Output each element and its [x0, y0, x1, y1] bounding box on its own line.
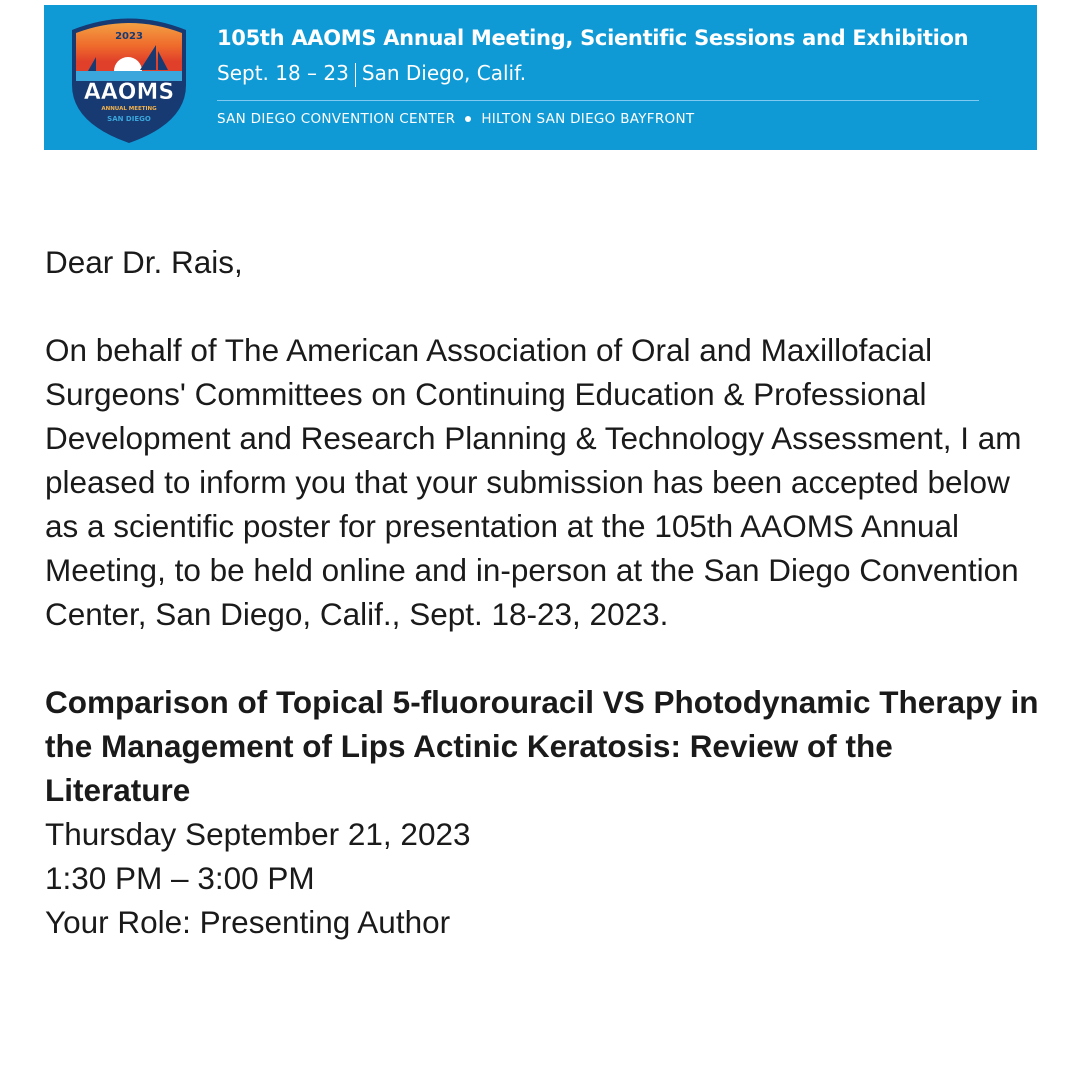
svg-text:AAOMS: AAOMS — [83, 80, 175, 105]
session-date: Thursday September 21, 2023 — [45, 816, 471, 852]
meeting-city: San Diego, Calif. — [361, 61, 527, 85]
letter-body — [45, 240, 1045, 944]
venue-2: HILTON SAN DIEGO BAYFRONT — [481, 111, 695, 127]
meeting-title: 105th AAOMS Annual Meeting, Scientific Sessions and Exhibition — [217, 26, 969, 50]
svg-text:SAN DIEGO: SAN DIEGO — [107, 115, 151, 123]
svg-text:2023: 2023 — [115, 31, 143, 42]
separator — [355, 63, 356, 87]
salutation: Dear Dr. Rais, — [45, 244, 243, 280]
aaoms-logo — [68, 15, 190, 143]
meeting-venues — [217, 111, 694, 127]
divider — [217, 100, 979, 101]
bullet-icon — [465, 116, 471, 122]
meeting-dates: Sept. 18 – 23 — [217, 61, 349, 85]
author-role: Your Role: Presenting Author — [45, 904, 451, 940]
venue-1: SAN DIEGO CONVENTION CENTER — [217, 111, 456, 127]
session-time: 1:30 PM – 3:00 PM — [45, 860, 315, 896]
acceptance-paragraph: On behalf of The American Association of Oral and Maxillofacial Surgeons' Committees on Continuing Education & Professional Development and Research Planning & Technology Assessment, I am pleased to inform you that your submission has been accepted below as a scientific poster for presentation at the 105th AAOMS Annual Meeting, to be held online and in-person at the San Diego Convention Center, San Diego, Calif., Sept. 18-23, 2023. — [45, 332, 1022, 632]
svg-text:ANNUAL MEETING: ANNUAL MEETING — [101, 106, 157, 112]
submission-title: Comparison of Topical 5-fluorouracil VS Photodynamic Therapy in the Management of Lips Actinic Keratosis: Review of the Literature — [45, 684, 1039, 808]
meeting-dates-location — [217, 61, 526, 87]
meeting-banner — [44, 5, 1037, 150]
